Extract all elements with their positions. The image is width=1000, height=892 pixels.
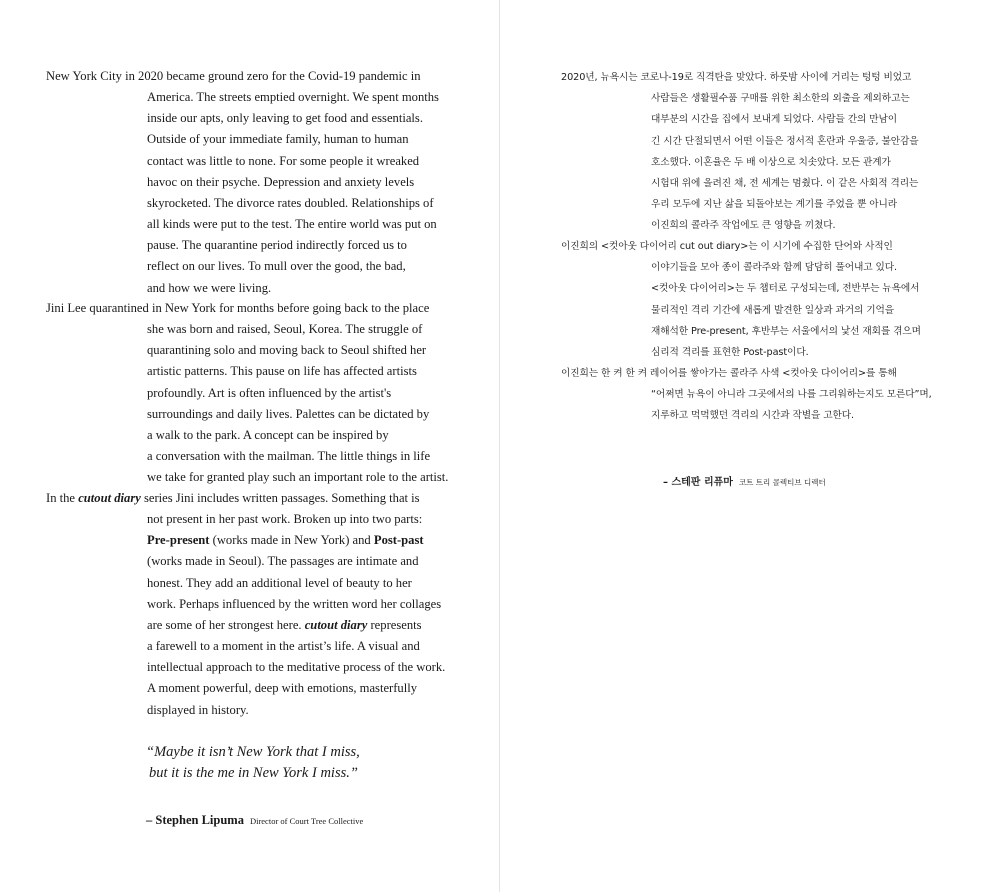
text-line: displayed in history. (147, 702, 249, 717)
text-line: 2020년, 뉴욕시는 코로나-19로 직격탄을 맞았다. 하룻밤 사이에 거리는 텅텅 비었고 (561, 72, 912, 83)
text-line: 이야기들을 모아 종이 콜라주와 함께 담담히 풀어내고 있다. (651, 262, 898, 274)
text-line: quarantining solo and moving back to Seoul shifted her (147, 343, 427, 358)
text-line: <컷아웃 다이어리>는 두 챕터로 구성되는데, 전반부는 뉴욕에서 (651, 283, 920, 295)
text-line: 대부분의 시간을 집에서 보내게 되었다. 사람들 간의 만남이 (651, 114, 898, 126)
text-line: America. The streets emptied overnight. We spent months (147, 90, 439, 105)
text-line: 지루하고 먹먹했던 격리의 시간과 작별을 고한다. (651, 410, 855, 422)
text-line: (works made in Seoul). The passages are intimate and (147, 554, 419, 569)
text-run: (works made in New York) and (209, 533, 374, 548)
author-role-korean: 코트 트리 콜렉티브 디렉터 (738, 478, 826, 487)
text-line: Jini Lee quarantined in New York for months before going back to the place (46, 301, 430, 315)
text-line: 심리적 격리를 표현한 Post-past이다. (651, 347, 809, 359)
text-line: Outside of your immediate family, human to human (147, 132, 409, 147)
text-line: 긴 시간 단절되면서 어떤 이들은 정서적 혼란과 우울증, 불안감을 (651, 135, 919, 147)
text-line: a walk to the park. A concept can be inspired by (147, 427, 389, 442)
author-role: Director of Court Tree Collective (249, 816, 364, 826)
text-line: surroundings and daily lives. Palettes can be dictated by (147, 406, 430, 421)
korean-paragraph-2 (561, 236, 981, 363)
text-line: contact was little to none. For some people it wreaked (147, 153, 420, 168)
text-line: and how we were living. (147, 280, 272, 295)
text-line: not present in her past work. Broken up into two parts: (147, 512, 423, 527)
author-signature (146, 811, 363, 829)
author-signature-korean (663, 470, 826, 489)
series-title: cutout diary (78, 491, 141, 505)
text-line: a farewell to a moment in the artist’s life. A visual and (147, 639, 420, 654)
part-name: Post-past (373, 533, 424, 548)
text-line: New York City in 2020 became ground zero for the Covid-19 pandemic in (46, 69, 421, 83)
english-paragraph-1 (46, 66, 486, 299)
quote-line-2: but it is the me in New York I miss.” (149, 765, 358, 781)
text-run: series Jini includes written passages. Something that is (140, 491, 420, 505)
text-line: 사람들은 생활필수품 구매를 위한 최소한의 외출을 제외하고는 (651, 93, 910, 105)
text-line: 이진희의 콜라주 작업에도 큰 영향을 끼쳤다. (651, 220, 836, 232)
text-line: 재해석한 Pre-present, 후반부는 서울에서의 낯선 재회를 겪으며 (651, 325, 921, 337)
text-line: intellectual approach to the meditative process of the work. (147, 660, 446, 675)
text-run: In the (46, 491, 79, 505)
text-line: we take for granted play such an important role to the artist. (147, 470, 449, 485)
text-line: havoc on their psyche. Depression and anxiety levels (147, 174, 415, 189)
english-paragraph-3 (46, 488, 486, 721)
text-line (46, 615, 486, 636)
text-line: honest. They add an additional level of beauty to her (147, 575, 412, 590)
text-run: represents (367, 617, 422, 632)
korean-page (500, 0, 1000, 892)
text-line (46, 488, 486, 509)
text-line: skyrocketed. The divorce rates doubled. Relationships of (147, 195, 434, 210)
text-line (46, 530, 486, 551)
english-paragraph-2 (46, 298, 486, 488)
korean-paragraph-1 (561, 67, 981, 237)
series-title: cutout diary (304, 617, 368, 632)
author-name: – Stephen Lipuma (146, 813, 244, 827)
author-name-korean: – 스테판 리퓨마 (663, 477, 733, 488)
text-line: 물리적인 격리 기간에 새롭게 발견한 일상과 과거의 기억을 (651, 304, 895, 316)
text-line: inside our apts, only leaving to get food and essentials. (147, 111, 423, 126)
text-line: reflect on our lives. To mull over the good, the bad, (147, 259, 406, 274)
part-name: Pre-present (147, 533, 210, 548)
text-line: all kinds were put to the test. The entire world was put on (147, 217, 437, 232)
text-line: artistic patterns. This pause on life has affected artists (147, 364, 417, 379)
text-line: work. Perhaps influenced by the written word her collages (147, 596, 442, 611)
text-line: 이진희는 한 켜 한 켜 레이어를 쌓아가는 콜라주 사색 <컷아웃 다이어리>를 통해 (561, 368, 897, 379)
text-line: 이진희의 <컷아웃 다이어리 cut out diary>는 이 시기에 수집한 단어와 사적인 (561, 241, 893, 252)
text-line: profoundly. Art is often influenced by the artist's (147, 385, 392, 400)
text-line: she was born and raised, Seoul, Korea. The struggle of (147, 322, 423, 337)
korean-paragraph-3 (561, 363, 981, 427)
text-line: a conversation with the mailman. The little things in life (147, 449, 431, 464)
text-line: “어쩌면 뉴욕이 아니라 그곳에서의 나를 그리워하는지도 모른다”며, (651, 389, 932, 401)
text-line: A moment powerful, deep with emotions, masterfully (147, 681, 418, 696)
english-page (0, 0, 499, 892)
text-line: 호소했다. 이혼율은 두 배 이상으로 치솟았다. 모든 관계가 (651, 156, 891, 168)
pull-quote (146, 742, 360, 784)
text-run: are some of her strongest here. (147, 617, 305, 632)
text-line: 우리 모두에 지난 삶을 되돌아보는 계기를 주었을 뿐 아니라 (651, 199, 898, 211)
text-line: pause. The quarantine period indirectly forced us to (147, 238, 407, 253)
text-line: 시험대 위에 올려진 채, 전 세계는 멈췄다. 이 같은 사회적 격리는 (651, 178, 919, 190)
quote-line-1: “Maybe it isn’t New York that I miss, (146, 744, 360, 760)
